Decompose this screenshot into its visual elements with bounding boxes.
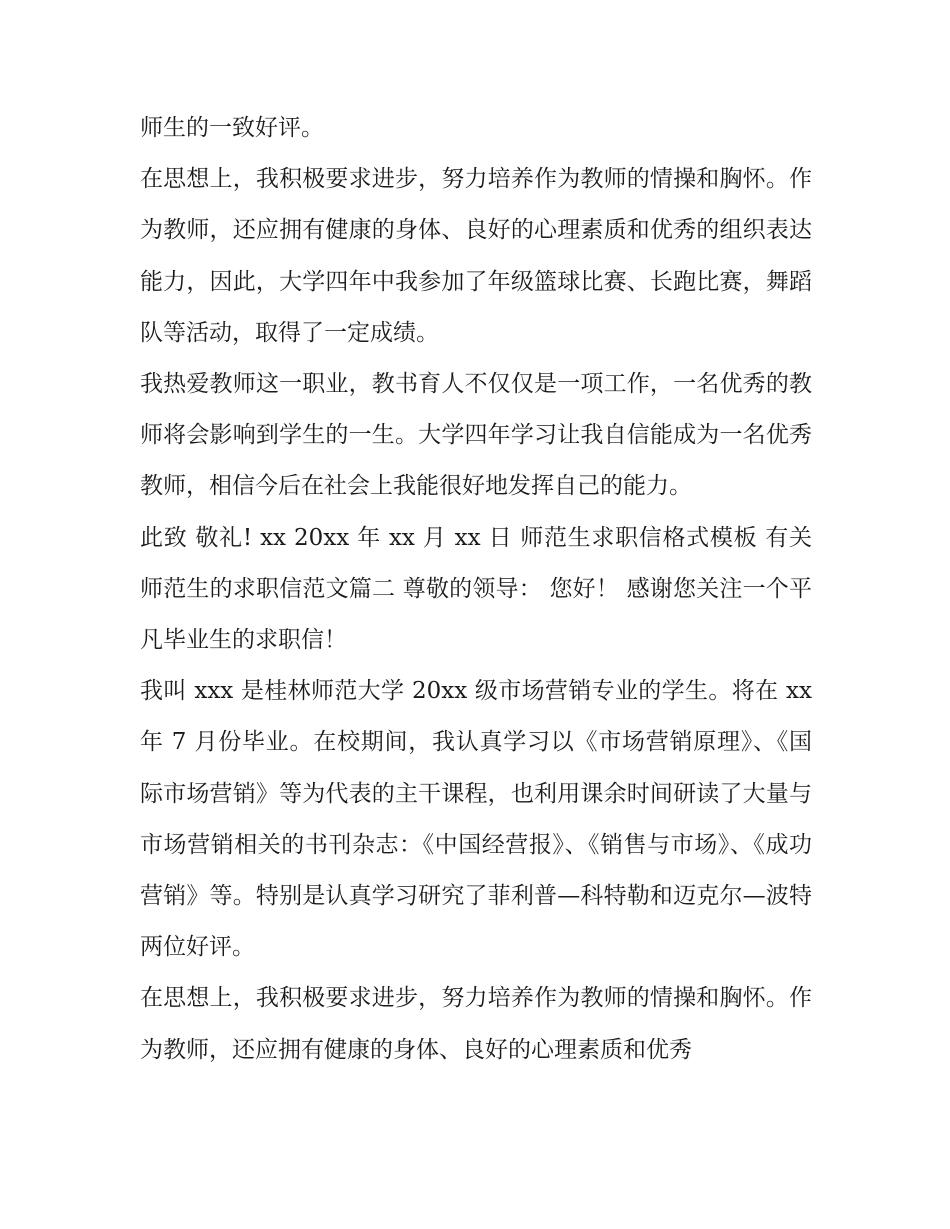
document-body	[140, 103, 812, 1076]
paragraph-3: 我热爱教师这一职业，教书育人不仅仅是一项工作，一名优秀的教师将会影响到学生的一生。大学四年学习让我自信能成为一名优秀教师，相信今后在社会上我能很好地发挥自己的能力。	[140, 371, 812, 500]
paragraph-6: 在思想上，我积极要求进步，努力培养作为教师的情操和胸怀。作为教师，还应拥有健康的身体、良好的心理素质和优秀	[140, 985, 812, 1063]
paragraph-1: 师生的一致好评。	[140, 115, 324, 141]
paragraph-2: 在思想上，我积极要求进步，努力培养作为教师的情操和胸怀。作为教师，还应拥有健康的身体、良好的心理素质和优秀的组织表达能力，因此，大学四年中我参加了年级篮球比赛、长跑比赛，舞蹈队等活动，取得了一定成绩。	[140, 166, 812, 346]
paragraph-5: 我叫 xxx 是桂林师范大学 20xx 级市场营销专业的学生。将在 xx 年 7 月份毕业。在校期间，我认真学习以《市场营销原理》、《国际市场营销》等为代表的主干课程，也利用课余时间研读了大量与市场营销相关的书刊杂志：《中国经营报》、《销售与市场》、《成功营销》等。特别是认真学习研究了菲利普—科特勒和迈克尔—波特两位好评。	[140, 678, 812, 961]
paragraph-4: 此致 敬礼! xx 20xx 年 xx 月 xx 日 师范生求职信格式模板 有关师范生的求职信范文篇二 尊敬的领导： 您好！ 感谢您关注一个平凡毕业生的求职信！	[140, 524, 812, 654]
